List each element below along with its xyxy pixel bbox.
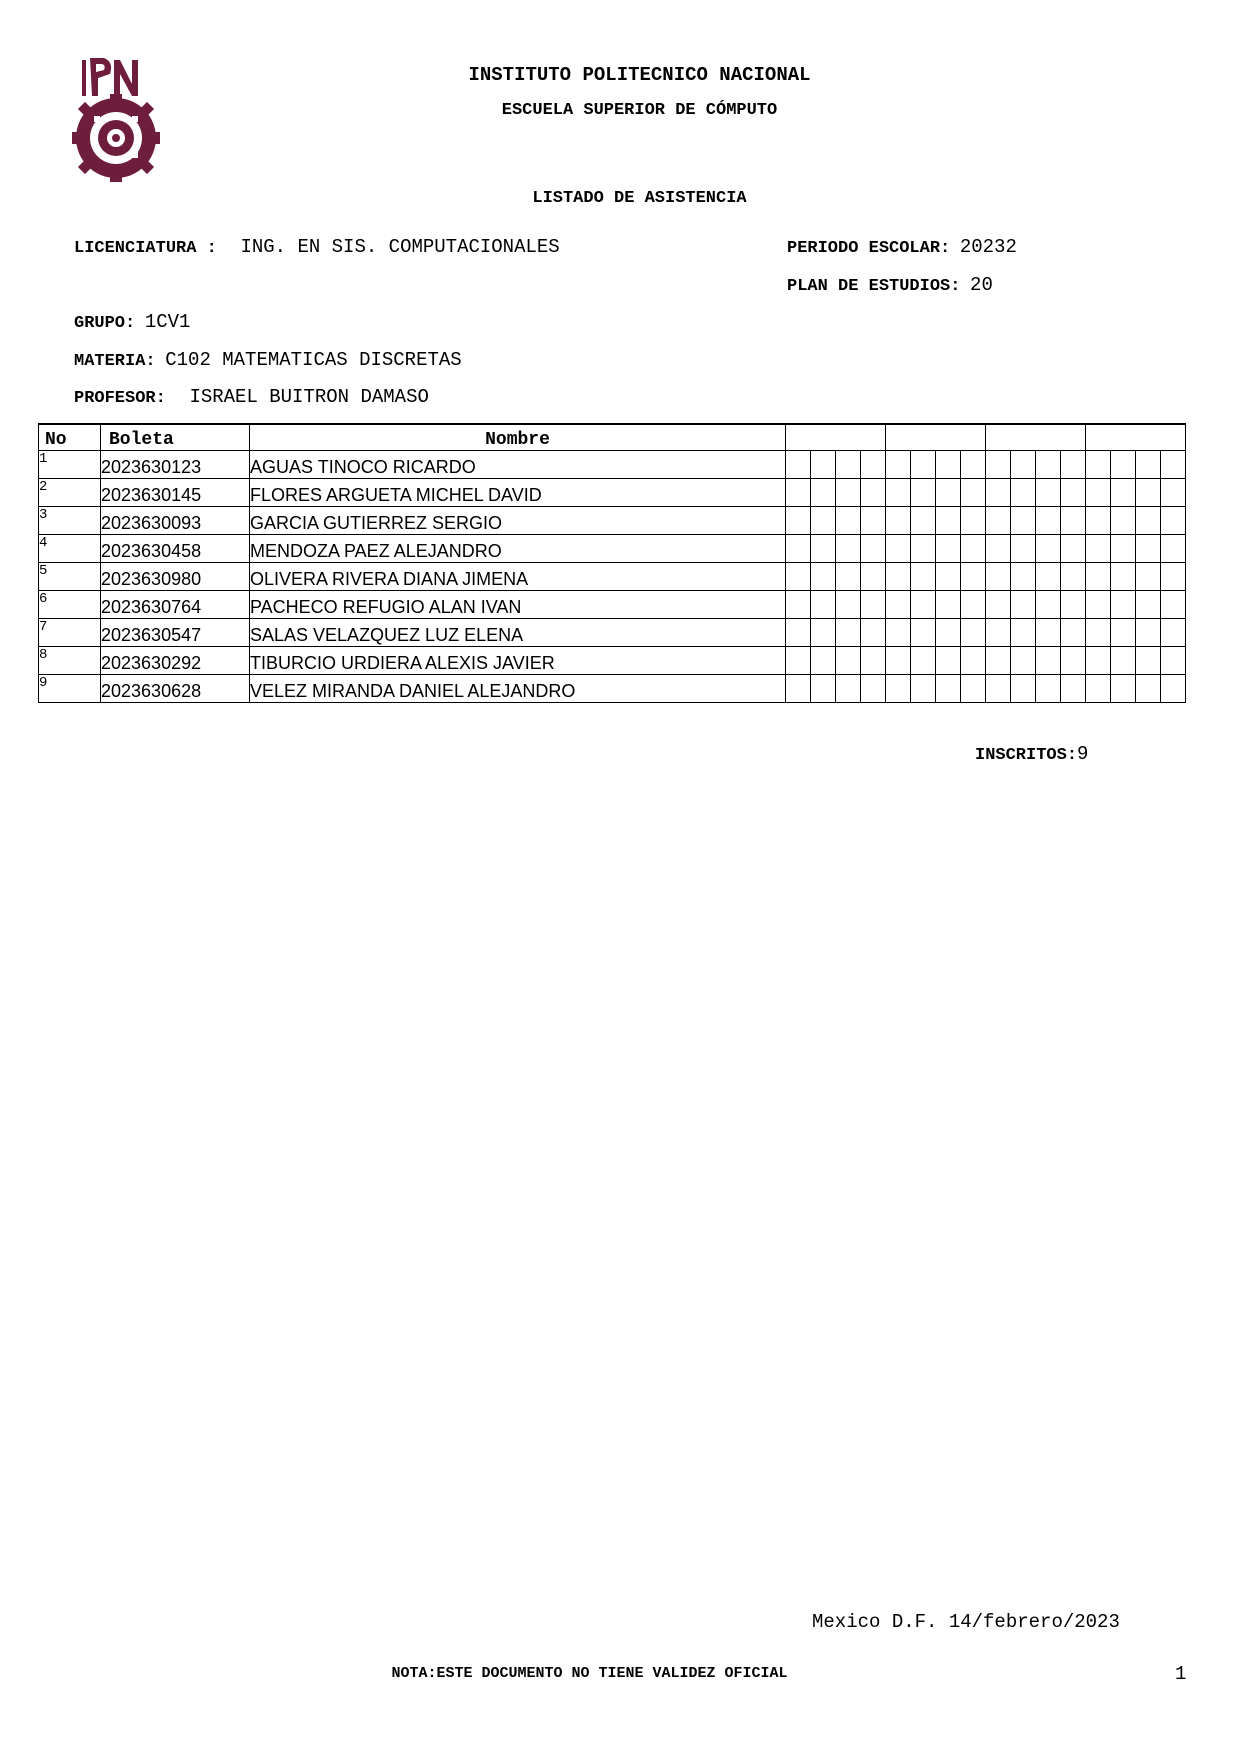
attendance-box[interactable] [1161, 450, 1186, 478]
attendance-box[interactable] [911, 674, 936, 702]
boleta-cell: 2023630980 [101, 562, 250, 590]
attendance-box[interactable] [1136, 674, 1161, 702]
attendance-box[interactable] [1061, 506, 1086, 534]
attendance-box[interactable] [861, 618, 886, 646]
school-title [0, 101, 1239, 120]
nombre-cell: FLORES ARGUETA MICHEL DAVID [250, 478, 786, 506]
attendance-box[interactable] [911, 506, 936, 534]
row-number: 5 [39, 562, 101, 590]
attendance-box[interactable] [1011, 646, 1036, 674]
document-title [0, 189, 1239, 208]
attendance-box[interactable] [836, 674, 861, 702]
attendance-box[interactable] [786, 618, 811, 646]
attendance-box[interactable] [1061, 450, 1086, 478]
attendance-box[interactable] [786, 450, 811, 478]
attendance-box[interactable] [961, 590, 986, 618]
header-nombre: Nombre [250, 424, 786, 450]
attendance-box[interactable] [911, 450, 936, 478]
row-number: 4 [39, 534, 101, 562]
attendance-box[interactable] [1011, 534, 1036, 562]
attendance-box[interactable] [911, 618, 936, 646]
attendance-box[interactable] [886, 562, 911, 590]
document-title-text: LISTADO DE ASISTENCIA [532, 189, 747, 208]
boleta-cell: 2023630145 [101, 478, 250, 506]
boleta-cell: 2023630123 [101, 450, 250, 478]
attendance-box[interactable] [1086, 506, 1111, 534]
inscritos-value: 9 [1077, 743, 1089, 765]
boleta-cell: 2023630458 [101, 534, 250, 562]
table-row [39, 478, 1186, 506]
plan-label: PLAN DE ESTUDIOS: [787, 277, 961, 296]
attendance-box[interactable] [986, 506, 1011, 534]
attendance-box[interactable] [911, 562, 936, 590]
profesor-label: PROFESOR: [74, 389, 166, 408]
attendance-box[interactable] [986, 618, 1011, 646]
profesor-field [74, 386, 429, 408]
attendance-box[interactable] [1161, 562, 1186, 590]
attendance-box[interactable] [886, 478, 911, 506]
attendance-box[interactable] [1111, 478, 1136, 506]
attendance-box[interactable] [886, 506, 911, 534]
row-number: 3 [39, 506, 101, 534]
session-group-2 [886, 424, 986, 450]
attendance-box[interactable] [1136, 534, 1161, 562]
session-group-4 [1086, 424, 1186, 450]
session-group-3 [986, 424, 1086, 450]
attendance-box[interactable] [1086, 646, 1111, 674]
page-number: 1 [1175, 1663, 1187, 1685]
institution-title [0, 64, 1239, 86]
attendance-box[interactable] [886, 450, 911, 478]
attendance-box[interactable] [886, 618, 911, 646]
row-number: 1 [39, 450, 101, 478]
attendance-box[interactable] [836, 478, 861, 506]
attendance-box[interactable] [1036, 478, 1061, 506]
attendance-box[interactable] [836, 562, 861, 590]
attendance-box[interactable] [986, 674, 1011, 702]
attendance-box[interactable] [1061, 534, 1086, 562]
attendance-box[interactable] [1111, 590, 1136, 618]
attendance-box[interactable] [811, 646, 836, 674]
attendance-box[interactable] [1036, 674, 1061, 702]
attendance-box[interactable] [1011, 450, 1036, 478]
attendance-box[interactable] [1061, 562, 1086, 590]
table-row [39, 506, 1186, 534]
attendance-box[interactable] [936, 674, 961, 702]
attendance-box[interactable] [936, 590, 961, 618]
attendance-box[interactable] [811, 674, 836, 702]
inscritos-label: INSCRITOS: [975, 746, 1078, 765]
attendance-box[interactable] [1086, 562, 1111, 590]
attendance-box[interactable] [1086, 674, 1111, 702]
attendance-box[interactable] [986, 562, 1011, 590]
attendance-box[interactable] [986, 590, 1011, 618]
periodo-label: PERIODO ESCOLAR: [787, 239, 951, 258]
attendance-box[interactable] [936, 450, 961, 478]
attendance-box[interactable] [861, 590, 886, 618]
attendance-box[interactable] [1086, 450, 1111, 478]
attendance-box[interactable] [811, 618, 836, 646]
attendance-box[interactable] [936, 618, 961, 646]
licenciatura-field [74, 236, 560, 258]
attendance-box[interactable] [961, 674, 986, 702]
inscritos-field [975, 743, 1088, 765]
attendance-box[interactable] [786, 534, 811, 562]
attendance-box[interactable] [1111, 534, 1136, 562]
attendance-box[interactable] [1161, 618, 1186, 646]
attendance-box[interactable] [786, 646, 811, 674]
attendance-box[interactable] [911, 590, 936, 618]
attendance-box[interactable] [1136, 590, 1161, 618]
attendance-box[interactable] [1111, 618, 1136, 646]
periodo-field [787, 236, 1017, 258]
attendance-box[interactable] [1111, 506, 1136, 534]
attendance-box[interactable] [1011, 674, 1036, 702]
attendance-box[interactable] [961, 534, 986, 562]
attendance-box[interactable] [986, 646, 1011, 674]
attendance-box[interactable] [1161, 590, 1186, 618]
nombre-cell: GARCIA GUTIERREZ SERGIO [250, 506, 786, 534]
attendance-box[interactable] [986, 534, 1011, 562]
attendance-box[interactable] [1086, 590, 1111, 618]
row-number: 9 [39, 674, 101, 702]
boleta-cell: 2023630628 [101, 674, 250, 702]
materia-label: MATERIA: [74, 352, 156, 371]
attendance-box[interactable] [861, 534, 886, 562]
attendance-box[interactable] [1011, 478, 1036, 506]
table-row [39, 450, 1186, 478]
table-row [39, 646, 1186, 674]
attendance-box[interactable] [786, 674, 811, 702]
attendance-box[interactable] [811, 590, 836, 618]
attendance-box[interactable] [1061, 478, 1086, 506]
table-row [39, 674, 1186, 702]
attendance-box[interactable] [936, 506, 961, 534]
attendance-box[interactable] [1111, 674, 1136, 702]
attendance-box[interactable] [936, 562, 961, 590]
attendance-box[interactable] [1086, 478, 1111, 506]
boleta-cell: 2023630547 [101, 618, 250, 646]
attendance-box[interactable] [1036, 506, 1061, 534]
date-location: Mexico D.F. 14/febrero/2023 [812, 1611, 1120, 1633]
table-header-row [39, 424, 1186, 450]
attendance-box[interactable] [861, 450, 886, 478]
attendance-box[interactable] [986, 478, 1011, 506]
attendance-box[interactable] [1111, 646, 1136, 674]
boleta-cell: 2023630292 [101, 646, 250, 674]
row-number: 7 [39, 618, 101, 646]
attendance-box[interactable] [1111, 562, 1136, 590]
licenciatura-value: ING. EN SIS. COMPUTACIONALES [240, 236, 560, 258]
table-row [39, 590, 1186, 618]
licenciatura-label: LICENCIATURA : [74, 239, 217, 258]
attendance-box[interactable] [936, 646, 961, 674]
table-row [39, 562, 1186, 590]
attendance-box[interactable] [961, 450, 986, 478]
attendance-box[interactable] [1086, 618, 1111, 646]
nombre-cell: AGUAS TINOCO RICARDO [250, 450, 786, 478]
nombre-cell: OLIVERA RIVERA DIANA JIMENA [250, 562, 786, 590]
attendance-box[interactable] [936, 478, 961, 506]
attendance-box[interactable] [811, 450, 836, 478]
attendance-box[interactable] [961, 478, 986, 506]
materia-value: C102 MATEMATICAS DISCRETAS [165, 349, 462, 371]
attendance-box[interactable] [1136, 506, 1161, 534]
attendance-box[interactable] [911, 646, 936, 674]
grupo-value: 1CV1 [144, 311, 191, 333]
attendance-box[interactable] [1136, 478, 1161, 506]
attendance-box[interactable] [1011, 590, 1036, 618]
attendance-box[interactable] [861, 674, 886, 702]
header-boleta: Boleta [101, 424, 250, 450]
attendance-box[interactable] [836, 618, 861, 646]
materia-field [74, 349, 462, 371]
table-row [39, 618, 1186, 646]
attendance-box[interactable] [811, 506, 836, 534]
boleta-cell: 2023630093 [101, 506, 250, 534]
disclaimer-note: NOTA:ESTE DOCUMENTO NO TIENE VALIDEZ OFICIAL [391, 1665, 788, 1682]
attendance-box[interactable] [1161, 674, 1186, 702]
attendance-box[interactable] [911, 534, 936, 562]
attendance-box[interactable] [1011, 562, 1036, 590]
attendance-box[interactable] [1136, 562, 1161, 590]
row-number: 2 [39, 478, 101, 506]
attendance-box[interactable] [1011, 506, 1036, 534]
attendance-box[interactable] [936, 534, 961, 562]
attendance-box[interactable] [811, 562, 836, 590]
attendance-box[interactable] [961, 618, 986, 646]
attendance-box[interactable] [961, 646, 986, 674]
nombre-cell: SALAS VELAZQUEZ LUZ ELENA [250, 618, 786, 646]
boleta-cell: 2023630764 [101, 590, 250, 618]
attendance-box[interactable] [836, 506, 861, 534]
attendance-box[interactable] [1136, 646, 1161, 674]
attendance-box[interactable] [1086, 534, 1111, 562]
attendance-box[interactable] [836, 646, 861, 674]
nombre-cell: MENDOZA PAEZ ALEJANDRO [250, 534, 786, 562]
attendance-box[interactable] [836, 534, 861, 562]
attendance-box[interactable] [861, 506, 886, 534]
attendance-box[interactable] [1111, 450, 1136, 478]
attendance-box[interactable] [836, 590, 861, 618]
table-row [39, 534, 1186, 562]
plan-field [787, 274, 993, 296]
attendance-box[interactable] [786, 478, 811, 506]
attendance-table [38, 423, 1186, 703]
attendance-box[interactable] [1036, 562, 1061, 590]
nombre-cell: VELEZ MIRANDA DANIEL ALEJANDRO [250, 674, 786, 702]
header-no: No [39, 424, 101, 450]
grupo-label: GRUPO: [74, 314, 136, 333]
profesor-value: ISRAEL BUITRON DAMASO [189, 386, 429, 408]
nombre-cell: TIBURCIO URDIERA ALEXIS JAVIER [250, 646, 786, 674]
attendance-box[interactable] [1061, 618, 1086, 646]
attendance-box[interactable] [1161, 478, 1186, 506]
plan-value: 20 [970, 274, 993, 296]
attendance-box[interactable] [1036, 590, 1061, 618]
attendance-box[interactable] [1036, 618, 1061, 646]
attendance-box[interactable] [786, 562, 811, 590]
attendance-box[interactable] [861, 478, 886, 506]
attendance-box[interactable] [861, 646, 886, 674]
attendance-box[interactable] [1036, 450, 1061, 478]
attendance-box[interactable] [1136, 450, 1161, 478]
attendance-box[interactable] [961, 506, 986, 534]
attendance-box[interactable] [886, 534, 911, 562]
attendance-box[interactable] [786, 506, 811, 534]
attendance-box[interactable] [786, 590, 811, 618]
session-group-1 [786, 424, 886, 450]
attendance-box[interactable] [1011, 618, 1036, 646]
attendance-box[interactable] [1036, 646, 1061, 674]
school-name: ESCUELA SUPERIOR DE CÓMPUTO [501, 101, 778, 120]
attendance-box[interactable] [1161, 534, 1186, 562]
attendance-box[interactable] [886, 646, 911, 674]
attendance-box[interactable] [886, 674, 911, 702]
attendance-box[interactable] [836, 450, 861, 478]
attendance-box[interactable] [1161, 506, 1186, 534]
row-number: 8 [39, 646, 101, 674]
attendance-box[interactable] [811, 534, 836, 562]
attendance-box[interactable] [1036, 534, 1061, 562]
attendance-box[interactable] [986, 450, 1011, 478]
periodo-value: 20232 [959, 236, 1017, 258]
attendance-box[interactable] [911, 478, 936, 506]
institution-name: INSTITUTO POLITECNICO NACIONAL [468, 64, 811, 86]
attendance-box[interactable] [961, 562, 986, 590]
attendance-box[interactable] [886, 590, 911, 618]
attendance-box[interactable] [861, 562, 886, 590]
attendance-box[interactable] [1061, 646, 1086, 674]
attendance-box[interactable] [1136, 618, 1161, 646]
attendance-box[interactable] [1061, 590, 1086, 618]
attendance-box[interactable] [1061, 674, 1086, 702]
row-number: 6 [39, 590, 101, 618]
attendance-box[interactable] [1161, 646, 1186, 674]
attendance-box[interactable] [811, 478, 836, 506]
nombre-cell: PACHECO REFUGIO ALAN IVAN [250, 590, 786, 618]
grupo-field [74, 311, 190, 333]
